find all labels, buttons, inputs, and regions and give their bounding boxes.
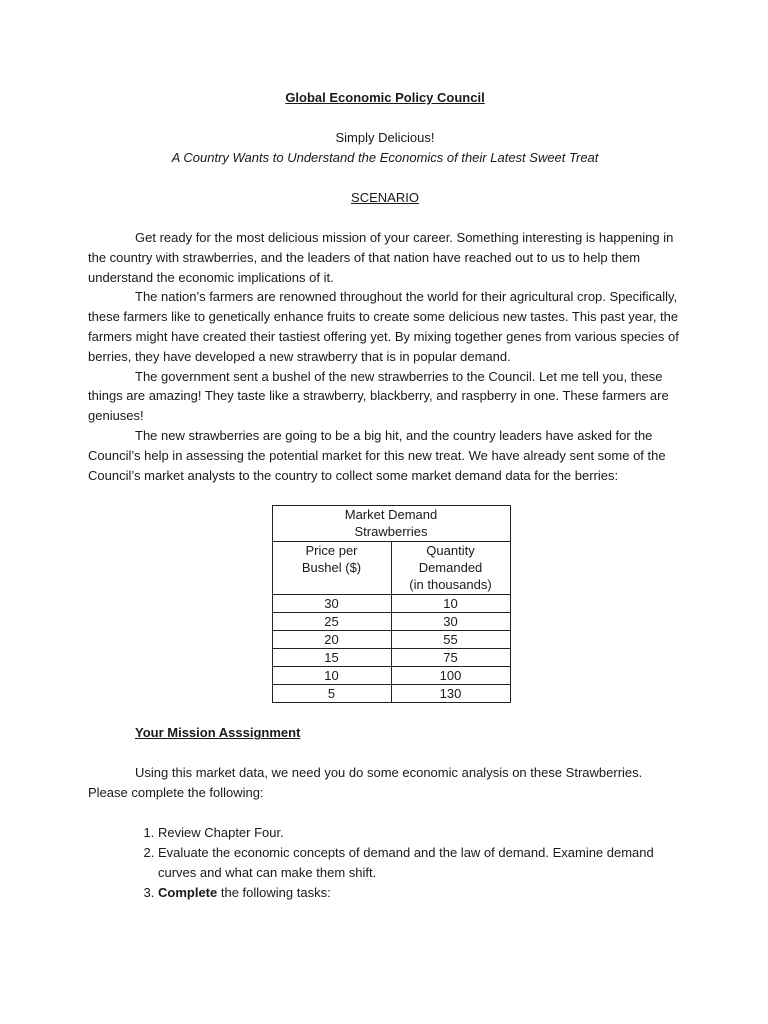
list-item <box>158 823 682 843</box>
column-header-line: Price per <box>305 543 358 559</box>
list-item <box>158 843 682 883</box>
list-item <box>158 883 682 903</box>
document-page <box>88 88 682 903</box>
mission-intro-wrap <box>88 763 682 803</box>
quantity-cell: 130 <box>391 685 510 703</box>
table-row <box>272 685 510 703</box>
price-cell: 15 <box>272 649 391 667</box>
mission-heading: Your Mission Asssignment <box>135 725 301 741</box>
scenario-body <box>88 228 682 485</box>
column-header-quantity <box>391 542 510 595</box>
table-caption-row <box>272 506 510 542</box>
paragraph: Get ready for the most delicious mission of your career. Something interesting is happening in the country with strawberries, and the leaders of that nation have reached out to us to help them understand the economic implications of it. <box>88 230 674 285</box>
table-caption-line: Market Demand <box>344 507 438 523</box>
column-header-line: Quantity <box>426 543 475 559</box>
quantity-cell: 10 <box>391 595 510 613</box>
price-cell: 20 <box>272 631 391 649</box>
table-caption-line: Strawberries <box>354 524 428 540</box>
price-cell: 5 <box>272 685 391 703</box>
table-caption <box>272 506 510 542</box>
paragraph: The government sent a bushel of the new strawberries to the Council. Let me tell you, these things are amazing! They taste like a strawberry, blackberry, and raspberry in one. These farmers are geniuses! <box>88 368 669 424</box>
paragraph: The nation’s farmers are renowned throughout the world for their agricultural crop. Specifically, these farmers like to genetically enhance fruits to create some delicious new tastes. This past year, the farmers might have created their tastiest offering yet. By mixing together genes from various species of berries, they have developed a new strawberry that is in popular demand. <box>88 289 679 364</box>
document-subtitle: Simply Delicious! <box>335 130 435 145</box>
quantity-cell: 75 <box>391 649 510 667</box>
price-cell: 30 <box>272 595 391 613</box>
paragraph: The new strawberries are going to be a big hit, and the country leaders have asked for the Council’s help in assessing the potential market for this new treat. We have already sent some of the Council’s market analysts to the country to collect some market demand data for the berries: <box>88 427 666 483</box>
list-item-text: Evaluate the economic concepts of demand and the law of demand. Examine demand curves and what can make them shift. <box>158 844 654 880</box>
list-item-text: the following tasks: <box>217 884 331 900</box>
price-cell: 10 <box>272 667 391 685</box>
document-tagline: A Country Wants to Understand the Economics of their Latest Sweet Treat <box>171 150 599 165</box>
list-item-text: Review Chapter Four. <box>158 824 284 840</box>
market-demand-table <box>272 505 511 703</box>
price-cell: 25 <box>272 613 391 631</box>
table-row <box>272 613 510 631</box>
mission-intro: Using this market data, we need you do some economic analysis on these Strawberries. Please complete the following: <box>88 765 643 801</box>
table-row <box>272 631 510 649</box>
column-header-price <box>272 542 391 595</box>
quantity-cell: 100 <box>391 667 510 685</box>
document-title: Global Economic Policy Council <box>285 90 485 105</box>
demand-table-wrapper <box>88 505 682 703</box>
list-item-bold-text: Complete <box>158 884 218 900</box>
quantity-cell: 55 <box>391 631 510 649</box>
section-heading-scenario: SCENARIO <box>351 190 419 205</box>
table-row <box>272 649 510 667</box>
table-header-row <box>272 542 510 595</box>
table-row <box>272 667 510 685</box>
column-header-line: (in thousands) <box>409 577 492 593</box>
column-header-line: Bushel ($) <box>301 560 362 576</box>
column-header-line: Demanded <box>418 560 483 576</box>
mission-task-list <box>88 823 682 903</box>
table-row <box>272 595 510 613</box>
quantity-cell: 30 <box>391 613 510 631</box>
